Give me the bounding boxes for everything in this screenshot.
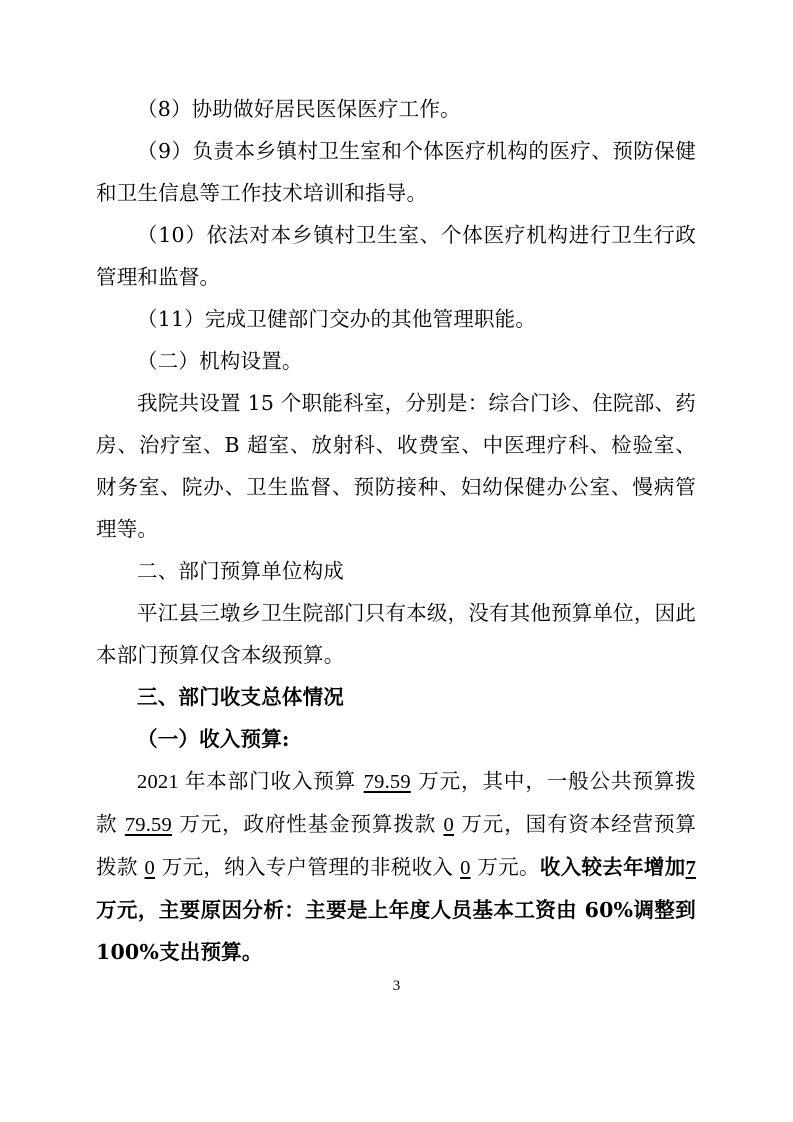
document-body <box>96 88 696 973</box>
income-value-gov-fund: 0 <box>443 814 454 836</box>
paragraph-9: （9）负责本乡镇村卫生室和个体医疗机构的医疗、预防保健和卫生信息等工作技术培训和指导。 <box>96 139 696 205</box>
income-value-total: 79.59 <box>363 771 411 793</box>
income-seg-2: 万元，其中，一般公共预算拨款 <box>96 769 697 836</box>
income-value-nontax: 0 <box>460 857 471 879</box>
paragraph-departments: 我院共设置 15 个职能科室，分别是：综合门诊、住院部、药房、治疗室、B 超室、放射科、收费室、中医理疗科、检验室、财务室、院办、卫生监督、预防接种、妇幼保健办公室、慢病管理等。 <box>96 391 696 541</box>
income-value-public-budget: 79.59 <box>124 814 172 836</box>
paragraph-10: （10）依法对本乡镇村卫生室、个体医疗机构进行卫生行政管理和监督。 <box>96 223 696 289</box>
income-seg-5: 万元，纳入专户管理的非税收入 <box>161 855 454 879</box>
paragraph-8: （8）协助做好居民医保医疗工作。 <box>137 97 461 121</box>
income-bold-seg-2: 万元，主要原因分析：主要是上年度人员基本工资由 60%调整到 100%支出预算。 <box>96 898 696 964</box>
paragraph-11: （11）完成卫健部门交办的其他管理职能。 <box>137 307 537 331</box>
income-seg-3: 万元，政府性基金预算拨款 <box>179 812 437 836</box>
paragraph-budget-unit: 平江县三墩乡卫生院部门只有本级，没有其他预算单位，因此本部门预算仅含本级预算。 <box>96 601 696 667</box>
income-seg-1: 2021 年本部门收入预算 <box>137 771 357 793</box>
income-bold-seg-1: 收入较去年增加 <box>539 855 686 879</box>
subsection-income-heading: （一）收入预算: <box>137 727 290 751</box>
page-number: 3 <box>392 978 401 994</box>
paragraph-income-detail <box>96 760 696 973</box>
income-value-increase: 7 <box>685 857 697 879</box>
income-value-state-capital: 0 <box>144 857 155 879</box>
income-seg-6: 万元。 <box>477 855 540 879</box>
income-seg-4: 万元，国有资本经营预算拨款 <box>96 812 697 879</box>
section-two-heading: 二、部门预算单位构成 <box>137 559 344 583</box>
section-org-structure-heading: （二）机构设置。 <box>137 349 303 373</box>
section-three-heading: 三、部门收支总体情况 <box>137 685 344 709</box>
